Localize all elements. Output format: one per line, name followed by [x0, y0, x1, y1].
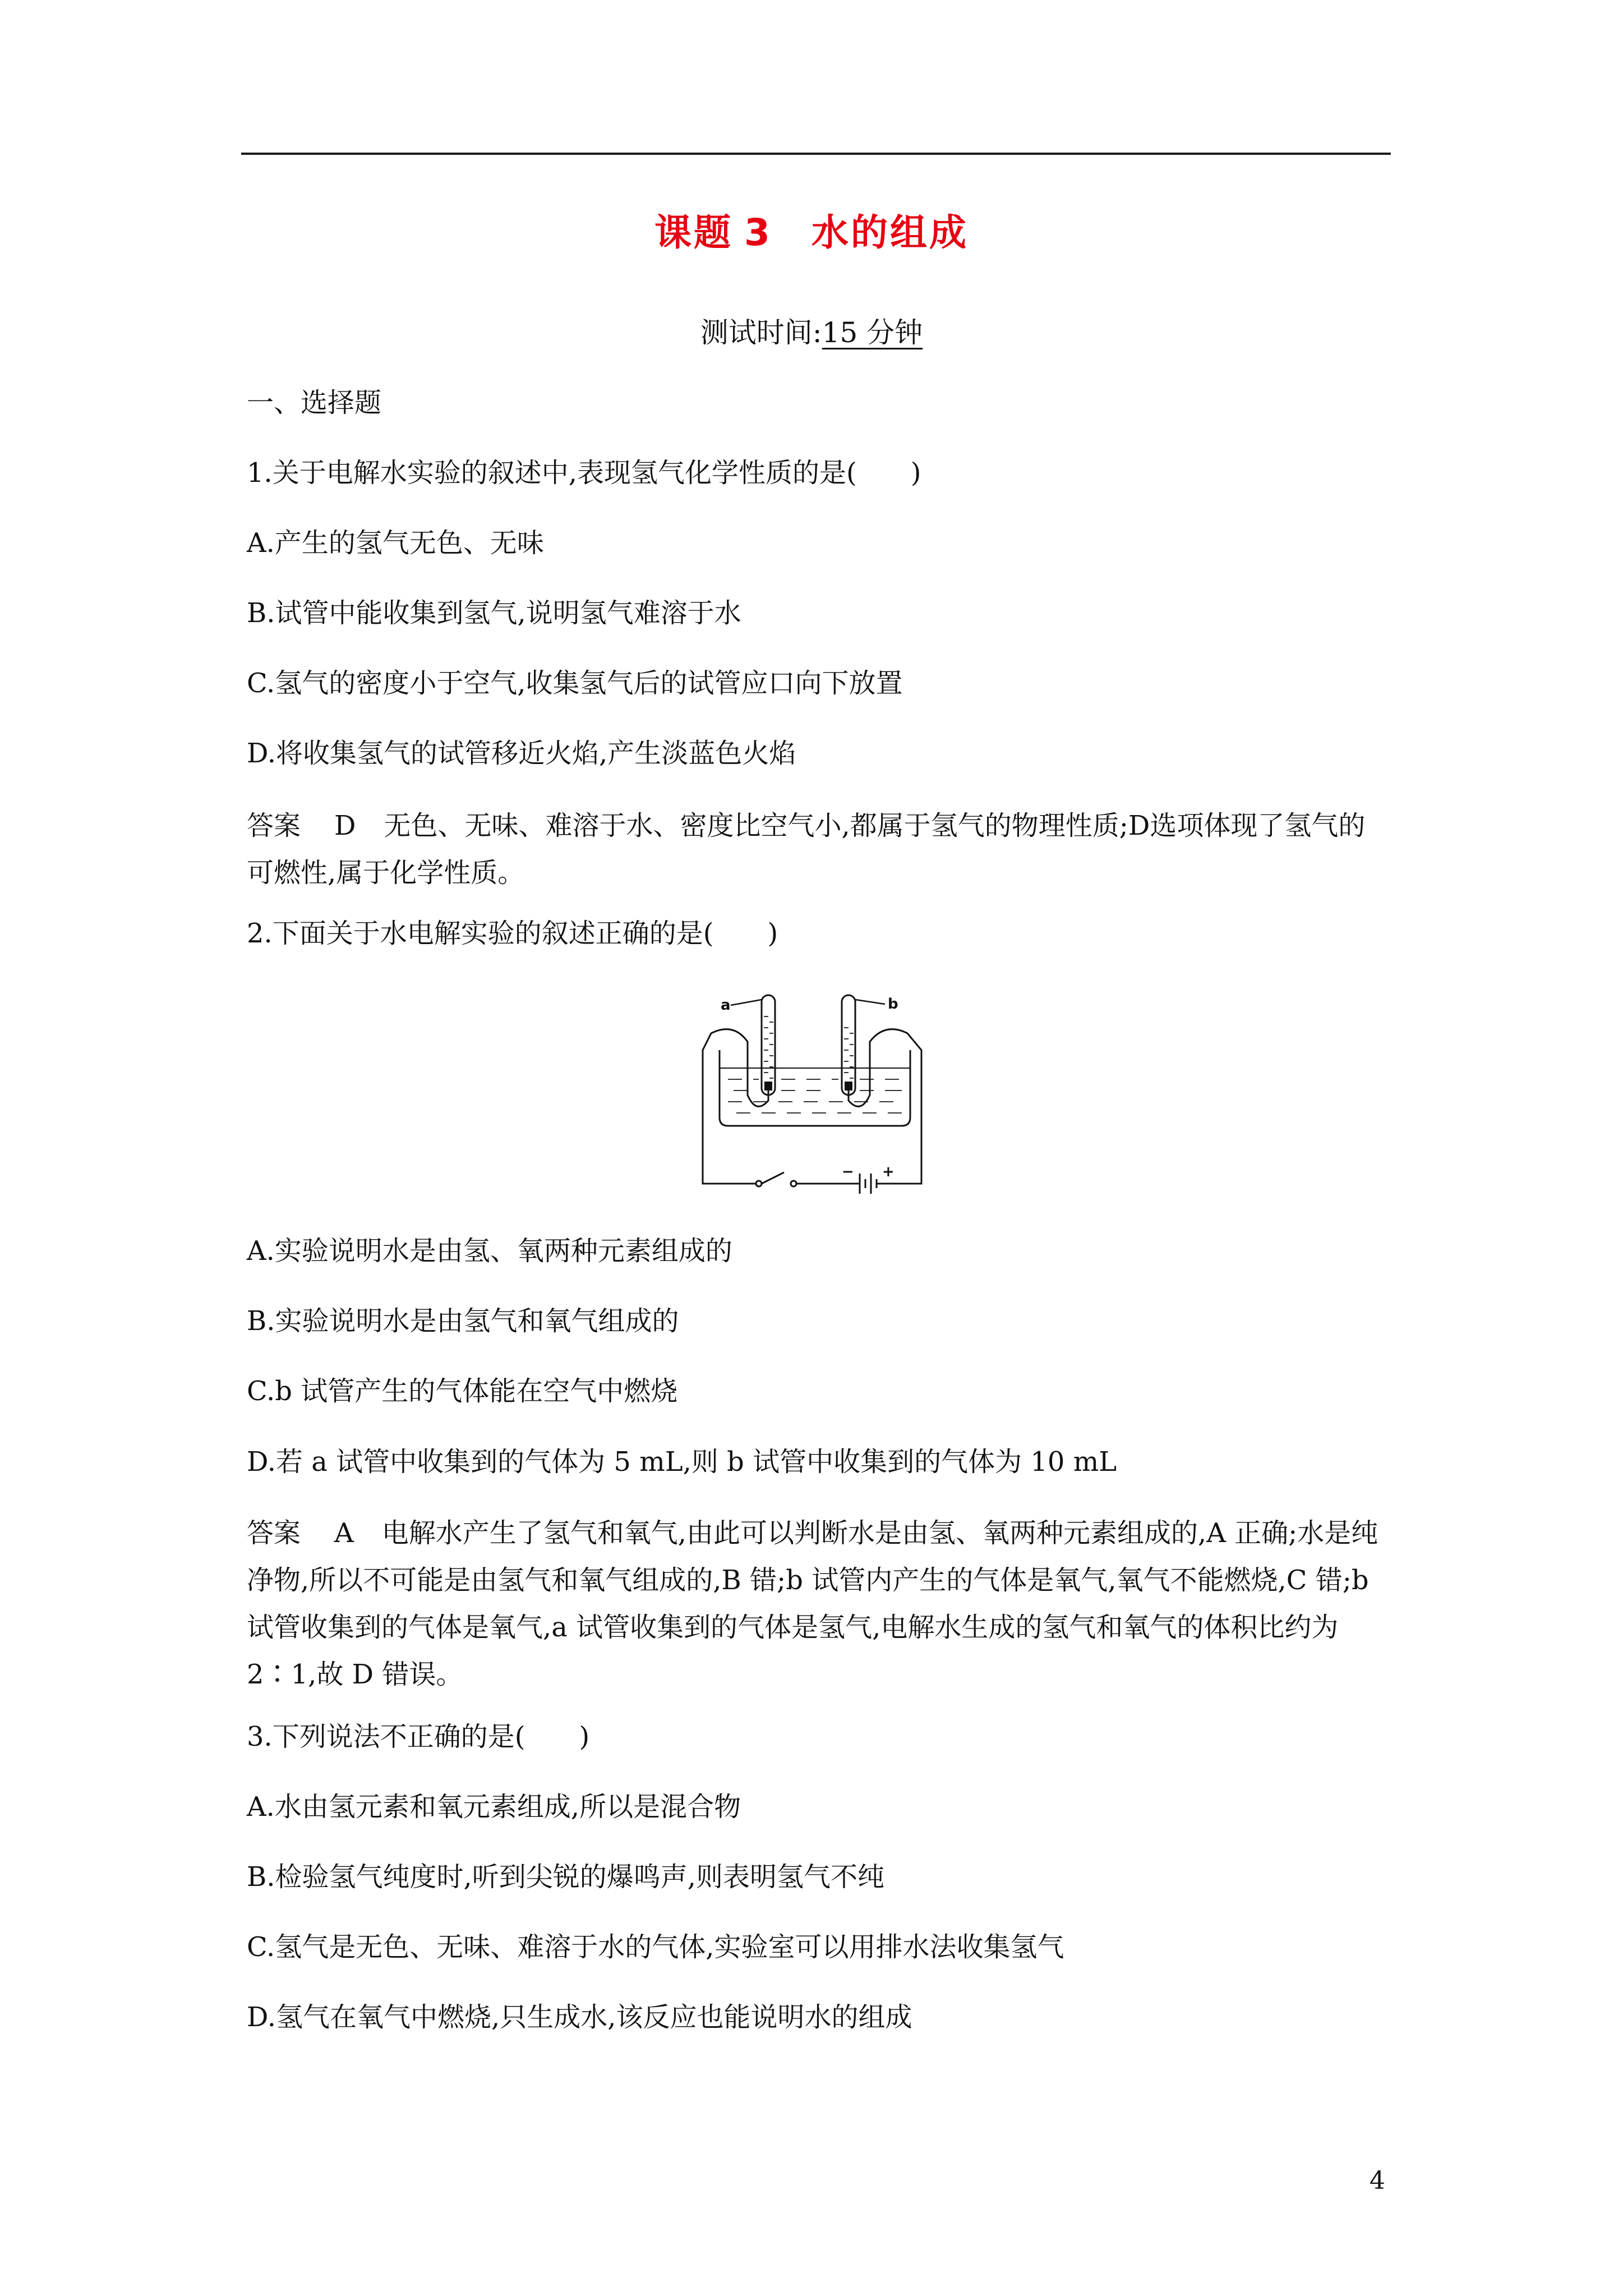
label-b: b — [888, 996, 898, 1013]
question-3-option-d: D.氢气在氧气中燃烧,只生成水,该反应也能说明水的组成 — [247, 2001, 912, 2033]
test-tube-b — [842, 995, 855, 1095]
label-plus: + — [882, 1163, 895, 1180]
answer-tag: 答案 — [247, 810, 301, 841]
question-2-answer — [247, 1510, 1385, 1698]
question-3-option-a: A.水由氢元素和氧元素组成,所以是混合物 — [247, 1791, 741, 1823]
answer-letter: D — [334, 810, 356, 841]
page-title — [0, 210, 1623, 255]
test-time — [0, 316, 1623, 349]
question-2-option-c: C.b 试管产生的气体能在空气中燃烧 — [247, 1375, 678, 1407]
question-1-option-b: B.试管中能收集到氢气,说明氢气难溶于水 — [247, 597, 741, 629]
header-rule — [241, 153, 1391, 155]
title-topic: 水的组成 — [811, 211, 969, 254]
answer-explanation: 无色、无味、难溶于水、密度比空气小,都属于氢气的物理性质;D选项体现了氢气的可燃性,属于化学性质。 — [247, 810, 1366, 889]
title-label: 课题 — [654, 211, 734, 254]
electrolysis-apparatus-figure — [691, 983, 935, 1195]
question-2-option-d: D.若 a 试管中收集到的气体为 5 mL,则 b 试管中收集到的气体为 10 mL — [247, 1446, 1117, 1478]
question-3-option-b: B.检验氢气纯度时,听到尖锐的爆鸣声,则表明氢气不纯 — [247, 1861, 885, 1893]
answer-tag: 答案 — [247, 1517, 301, 1549]
question-3-stem: 3.下列说法不正确的是( ) — [247, 1721, 590, 1752]
question-2-option-a: A.实验说明水是由氢、氧两种元素组成的 — [247, 1235, 732, 1267]
page-number: 4 — [1370, 2166, 1385, 2195]
label-minus: − — [842, 1163, 854, 1180]
question-2-stem: 2.下面关于水电解实验的叙述正确的是( ) — [247, 918, 778, 949]
test-time-duration: 15 分钟 — [822, 316, 923, 349]
test-time-label: 测试时间: — [700, 316, 822, 349]
answer-letter: A — [334, 1517, 354, 1549]
section-heading: 一、选择题 — [247, 387, 382, 418]
question-1-stem: 1.关于电解水实验的叙述中,表现氢气化学性质的是( ) — [247, 457, 921, 489]
label-a: a — [721, 997, 731, 1014]
question-2-option-b: B.实验说明水是由氢气和氧气组成的 — [247, 1305, 679, 1337]
question-1-option-c: C.氢气的密度小于空气,收集氢气后的试管应口向下放置 — [247, 668, 903, 699]
question-3-option-c: C.氢气是无色、无味、难溶于水的气体,实验室可以用排水法收集氢气 — [247, 1931, 1064, 1963]
answer-explanation: 电解水产生了氢气和氧气,由此可以判断水是由氢、氧两种元素组成的,A 正确;水是纯净物,所以不可能是由氢气和氧气组成的,B 错;b 试管内产生的气体是氧气,氧气不能燃烧,C 错;b 试管收集到的气体是氧气,a 试管收集到的气体是氢气,电解水生成的氢气和氧气的体积比约为 2∶1,故 D 错误。 — [247, 1517, 1378, 1690]
question-1-option-d: D.将收集氢气的试管移近火焰,产生淡蓝色火焰 — [247, 738, 796, 769]
question-1-option-a: A.产生的氢气无色、无味 — [247, 527, 544, 559]
question-1-answer — [247, 802, 1385, 896]
test-tube-a — [762, 995, 775, 1095]
title-number: 3 — [744, 211, 772, 254]
